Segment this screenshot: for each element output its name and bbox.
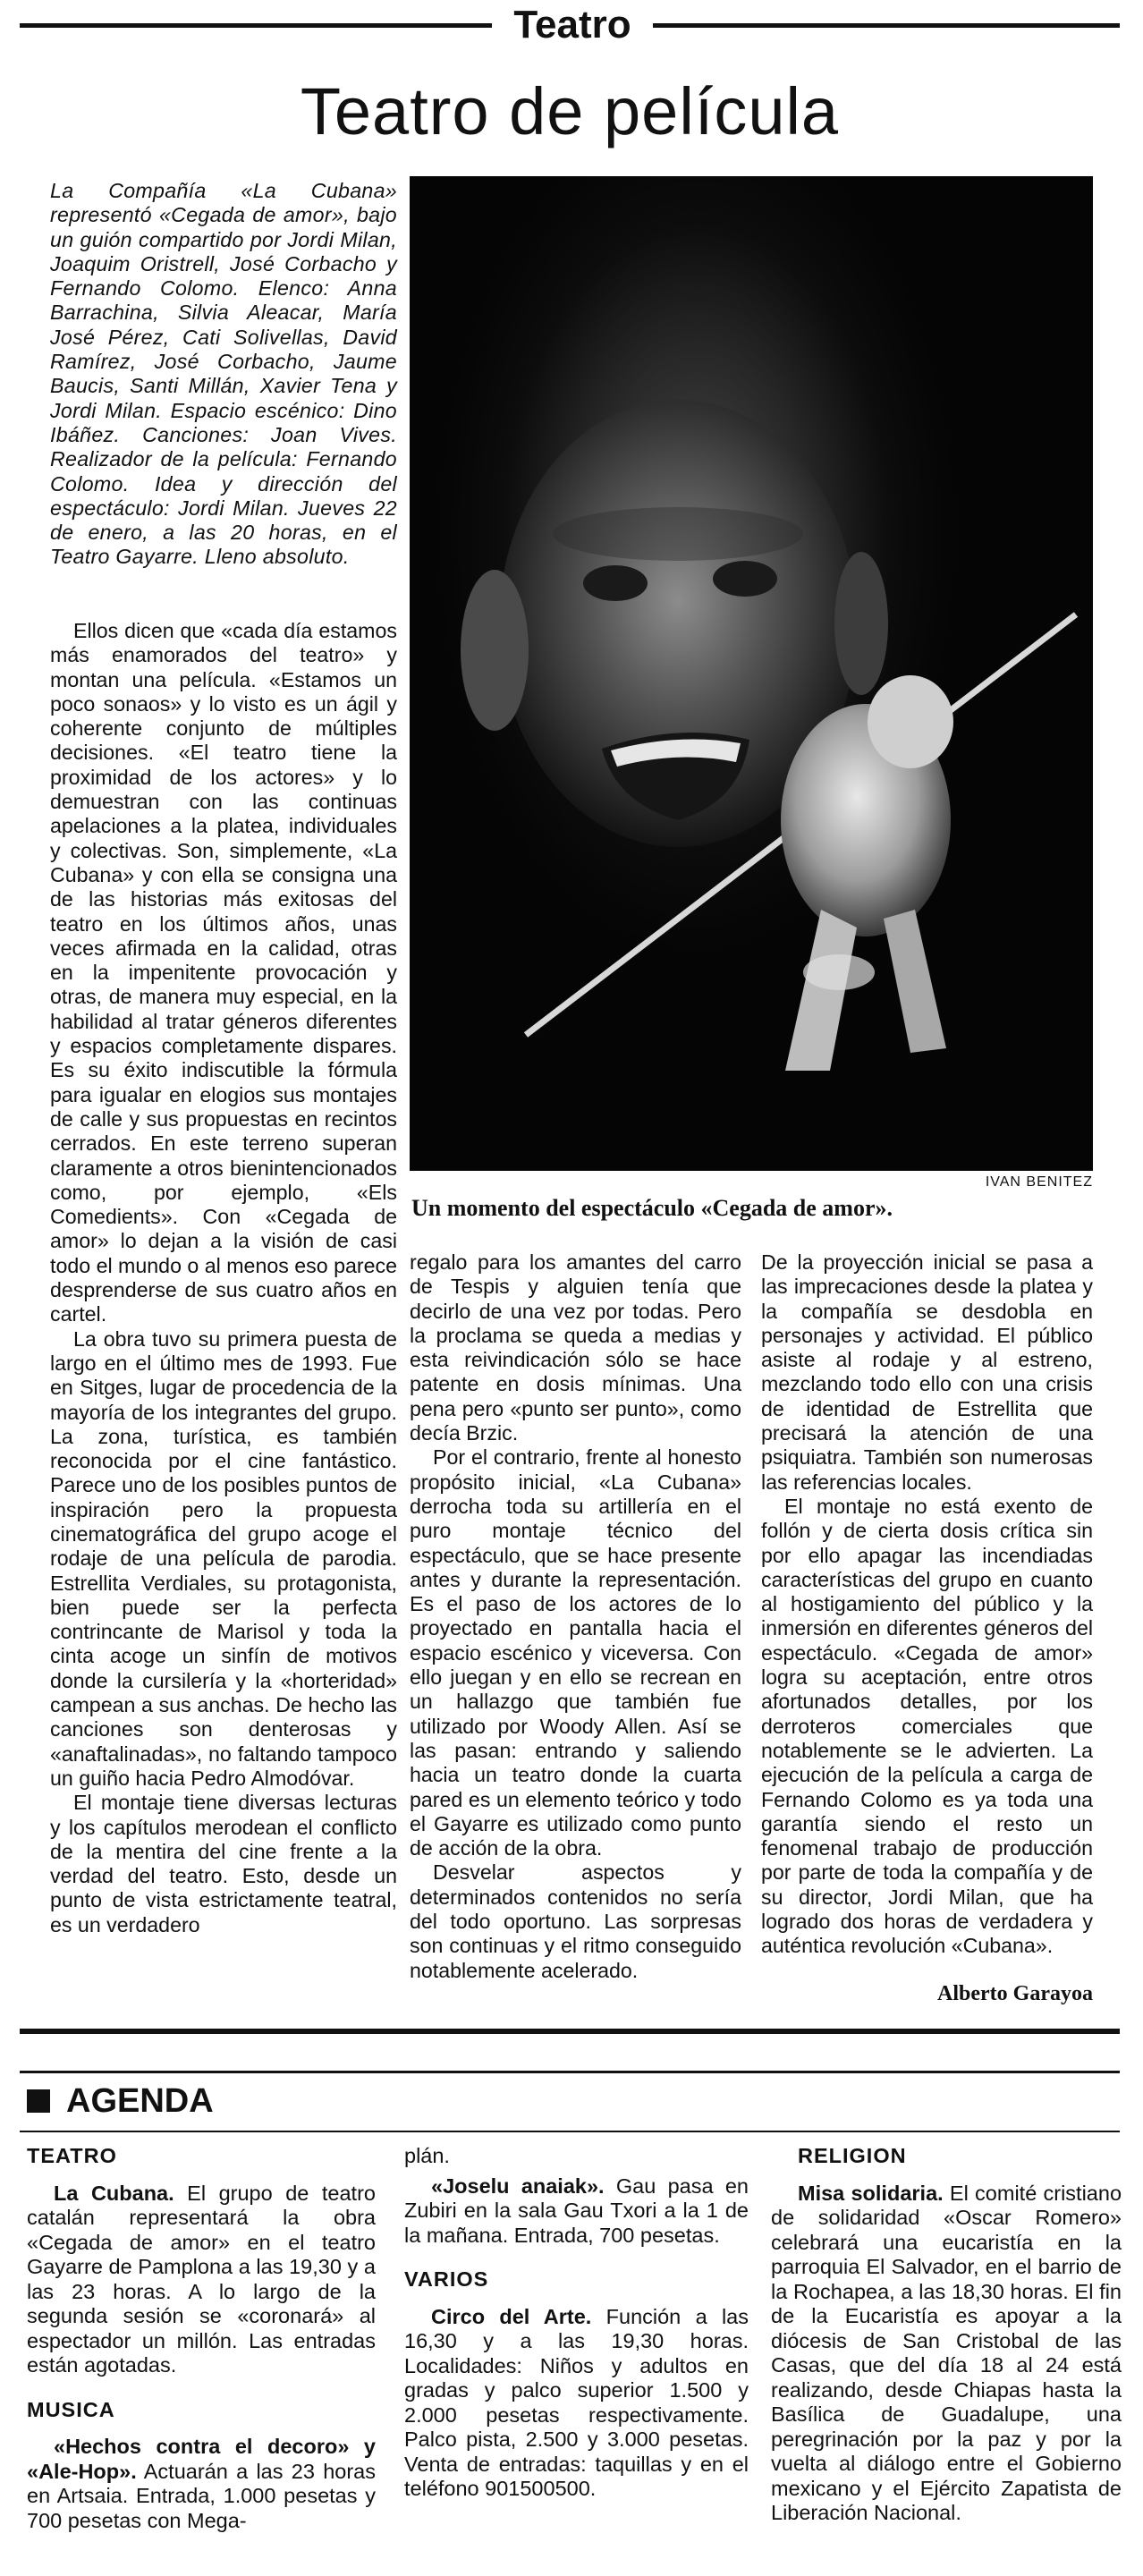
paragraph: El montaje tiene diversas lecturas y los capítulos merodean el conflicto de la mentira del cine frente a la verdad del teatro. Esto, desde un punto de vista estrictamente teatral, es un verdadero xyxy=(50,1791,397,1936)
entry-continuation: plán. xyxy=(404,2144,450,2167)
entry-title: Misa solidaria. xyxy=(798,2181,944,2205)
entry-text: Función a las 16,30 y a las 19,30 horas. Localidades: Niños y adultos en gradas y palco superior 1.500 y 2.000 pesetas respectivamente. Palco pista, 2.500 y 3.000 pesetas. Venta de entradas: taquillas y en el teléfono 901500500. xyxy=(404,2304,749,2500)
agenda-square-icon xyxy=(27,2089,50,2113)
section-label: Teatro xyxy=(492,5,653,45)
agenda-entry xyxy=(404,2305,749,2502)
paragraph: Por el contrario, frente al honesto propósito inicial, «La Cubana» derrocha toda su artillería en el puro montaje técnico del espectáculo, que se hace presente antes y durante la representación. Es el paso de los actores de lo proyectado en pantalla hacia el espacio escénico y viceversa. Con ello juegan y en ello se recrean en un hallazgo que también fue utilizado por Woody Allen. Así se las pasan: entrando y saliendo hacia un teatro donde la cuarta pared es un elemento teórico y todo el Gayarre es utilizado como punto de acción de la obra. xyxy=(410,1445,741,1860)
entry-title: «Joselu anaiak». xyxy=(431,2174,605,2198)
agenda-header-rule xyxy=(20,2131,1120,2132)
entry-text: El grupo de teatro catalán representará la obra «Cegada de amor» en el teatro Gayarre de Pamplona a las 19,30 y a las 23 horas. A lo largo de la segunda sesión se «coronará» al espectador un millón. Las entradas están agotadas. xyxy=(27,2181,376,2377)
photo-illustration xyxy=(410,176,1093,1171)
paragraph: La obra tuvo su primera puesta de largo en el último mes de 1993. Fue en Sitges, lugar de procedencia de la mayoría de los integrantes del grupo. La zona, turística, es también reconocida por el cine fantástico. Parece uno de los posibles puntos de inspiración pero la propuesta cinematográfica del grupo acoge el rodaje de una película de parodia. Estrellita Verdiales, su protagonista, bien puede ser la perfecta contrincante de Marisol y toda la cinta acoge un sinfín de motivos donde la cursilería y la «horteridad» campean a sus anchas. De hecho las canciones son denterosas y «anaftalinadas», no faltando tampoco un guiño hacia Pedro Almodóvar. xyxy=(50,1326,397,1790)
paragraph: regalo para los amantes del carro de Tespis y alguien tenía que decirlo de una vez por todas. Pero la proclama se queda a medias y esta reivindicación sólo se hace patente en dosis mínimas. Una pena pero «punto ser punto», como decía Brzic. xyxy=(410,1250,741,1445)
agenda-title: AGENDA xyxy=(66,2081,214,2120)
agenda-column-2 xyxy=(404,2144,749,2512)
article-column-3 xyxy=(761,1250,1093,1959)
headline: Teatro de película xyxy=(300,74,840,148)
agenda-entry xyxy=(404,2174,749,2249)
section-rule-left xyxy=(20,23,492,28)
paragraph: Ellos dicen que «cada día estamos más enamorados del teatro» y montan una película. «Estamos un poco sonaos» y lo visto es un ágil y coherente conjunto de múltiples decisiones. «El teatro tiene la proximidad de los actores» y lo demuestran con las continuas apelaciones a la platea, individuales y colectivas. Son, simplemente, «La Cubana» y con ella se consigna una de las historias más exitosas del teatro en los últimos años, unas veces afirmada en la calidad, otras en la impenitente provocación y otras, de manera muy especial, en la habilidad al tratar géneros diferentes y espacios completamente dispares. Es su éxito indiscutible la fórmula para igualar en elogios sus montajes de calle y sus propuestas en recintos cerrados. En este terreno superan claramente a otros bienintencionados como, por ejemplo, «Els Comedients». Con «Cegada de amor» lo dejan a la visión de casi todo el mundo o al menos eso parece desprenderse de sus cuatro años en cartel. xyxy=(50,619,397,1326)
agenda-heading-religion: RELIGION xyxy=(798,2144,907,2167)
lead-paragraph: La Compañía «La Cubana» representó «Cegada de amor», bajo un guión compartido por Jordi Milan, Joaquim Oristrell, José Corbacho y Fernando Colomo. Elenco: Anna Barrachina, Silvia Aleacar, María José Pérez, Cati Solivellas, David Ramírez, José Corbacho, Jaume Baucis, Santi Millán, Xavier Tena y Jordi Milan. Espacio escénico: Dino Ibáñez. Canciones: Joan Vives. Realizador de la película: Fernando Colomo. Idea y dirección del espectáculo: Jordi Milan. Jueves 22 de enero, a las 20 horas, en el Teatro Gayarre. Lleno absoluto. xyxy=(50,179,397,569)
entry-title: La Cubana. xyxy=(54,2181,174,2205)
article-column-1 xyxy=(50,619,397,1937)
article-bottom-rule xyxy=(20,2029,1120,2034)
photo-caption: Un momento del espectáculo «Cegada de amor». xyxy=(411,1195,893,1221)
paragraph: De la proyección inicial se pasa a las imprecaciones desde la platea y la compañía se desdobla en personajes y actividad. El público asiste al rodaje y al estreno, mezclando todo ello con una crisis de identidad de Estrellita que precisará la atención de una psiquiatra. También son numerosas las referencias locales. xyxy=(761,1250,1093,1494)
agenda-entry xyxy=(27,2435,376,2533)
agenda-heading-teatro: TEATRO xyxy=(27,2144,117,2167)
paragraph: El montaje no está exento de follón y de cierta dosis crítica sin por ello apagar las incendiadas características del grupo en cuanto al hostigamiento del público y la inmersión en diferentes géneros del espectáculo. «Cegada de amor» logra su aceptación, entre otros afortunados detalles, por los derroteros comerciales que notablemente se le advierten. La ejecución de la película a carga de Fernando Colomo es ya toda una garantía siendo el resto un fenomenal trabajo de producción por parte de toda la compañía y de su director, Jordi Milan, que ha logrado dos horas de verdadera y auténtica revolución «Cubana». xyxy=(761,1494,1093,1958)
agenda-entry xyxy=(27,2182,376,2378)
photo-credit: IVAN BENITEZ xyxy=(985,1174,1093,1190)
entry-title: «Hechos contra el decoro» y «Ale-Hop». xyxy=(27,2435,376,2483)
article-column-2 xyxy=(410,1250,741,1983)
agenda-header xyxy=(27,2079,214,2123)
agenda-heading-varios: VARIOS xyxy=(404,2267,489,2291)
agenda-column-1 xyxy=(27,2144,376,2544)
section-rule-right xyxy=(653,23,1120,28)
agenda-top-rule xyxy=(20,2071,1120,2073)
byline: Alberto Garayoa xyxy=(937,1982,1093,2005)
photo-performer xyxy=(410,176,1093,1171)
agenda-heading-musica: MUSICA xyxy=(27,2397,115,2421)
entry-text: Actuarán a las 23 horas en Artsaia. Entrada, 1.000 pesetas y 700 pesetas con Mega- xyxy=(27,2459,376,2532)
entry-text: Gau pasa en Zubiri en la sala Gau Txori a la 1 de la mañana. Entrada, 700 pesetas. xyxy=(404,2174,749,2247)
agenda-column-3 xyxy=(771,2144,1122,2537)
agenda-entry xyxy=(771,2182,1122,2526)
paragraph: Desvelar aspectos y determinados contenidos no sería del todo oportuno. Las sorpresas son continuas y el ritmo conseguido notablemente acelerado. xyxy=(410,1860,741,1982)
entry-title: Circo del Arte. xyxy=(431,2304,592,2328)
entry-text: El comité cristiano de solidaridad «Oscar Romero» celebrará una eucaristía en la parroquia El Salvador, en el barrio de la Rochapea, a las 18,30 horas. El fin de la Eucaristía es apoyar a la diócesis de San Cristobal de las Casas, que del día 18 al 24 está realizando, desde Chiapas hasta la Basílica de Guadalupe, una peregrinación por la paz y por la vuelta al diálogo entre el Gobierno mexicano y el Ejército Zapatista de Liberación Nacional. xyxy=(771,2181,1122,2524)
